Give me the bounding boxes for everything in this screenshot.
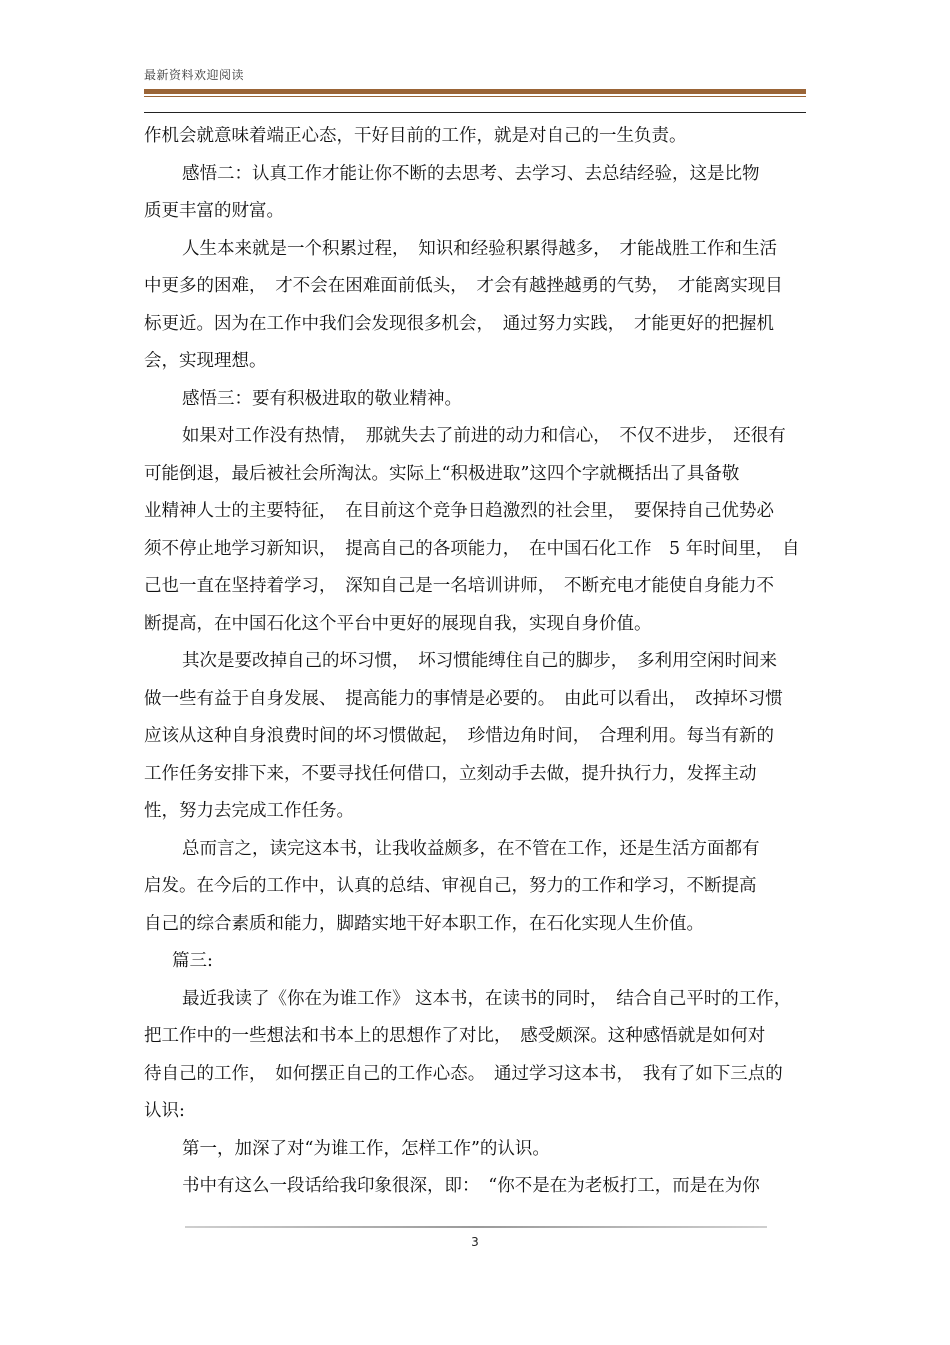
text-line: 待自己的工作， 如何摆正自己的工作心态。 通过学习这本书， 我有了如下三点的 xyxy=(144,1063,783,1084)
text-line: 会，实现理想。 xyxy=(144,351,267,371)
text-line: 第一，加深了对“为谁工作，怎样工作”的认识。 xyxy=(182,1138,550,1159)
text-line: 其次是要改掉自己的坏习惯， 坏习惯能缚住自己的脚步， 多利用空闲时间来 xyxy=(182,651,777,671)
header-rule-thick xyxy=(144,89,806,94)
text-line: 启发。在今后的工作中，认真的总结、审视自己，努力的工作和学习，不断提高 xyxy=(144,876,757,896)
text-line: 性，努力去完成工作任务。 xyxy=(144,801,354,821)
text-line: 最近我读了《你在为谁工作》 这本书，在读书的同时， 结合自己平时的工作， xyxy=(182,988,792,1009)
text-line: 业精神人士的主要特征， 在目前这个竞争日趋激烈的社会里， 要保持自己优势必 xyxy=(144,501,774,521)
text-line: 总而言之，读完这本书，让我收益颇多，在不管在工作，还是生活方面都有 xyxy=(182,838,760,859)
page-header-text: 最新资料欢迎阅读 xyxy=(144,68,245,82)
section-heading: 篇三: xyxy=(172,951,213,971)
text-line: 把工作中的一些想法和书本上的思想作了对比， 感受颇深。这种感悟就是如何对 xyxy=(144,1026,766,1046)
footer-rule xyxy=(185,1226,767,1228)
text-line: 如果对工作没有热情， 那就失去了前进的动力和信心， 不仅不进步， 还很有 xyxy=(182,426,786,446)
text-line: 质更丰富的财富。 xyxy=(144,201,284,221)
text-line: 己也一直在坚持着学习， 深知自己是一名培训讲师， 不断充电才能使自身能力不 xyxy=(144,576,774,596)
text-line: 认识: xyxy=(144,1101,185,1121)
text-line: 可能倒退，最后被社会所淘汰。实际上“积极进取”这四个字就概括出了具备敬 xyxy=(144,463,740,484)
text-line: 中更多的困难， 才不会在困难面前低头， 才会有越挫越勇的气势， 才能离实现目 xyxy=(144,276,783,296)
page-number: 3 xyxy=(471,1235,479,1249)
text-line: 做一些有益于自身发展、 提高能力的事情是必要的。 由此可以看出， 改掉坏习惯 xyxy=(144,688,783,709)
text-line: 断提高，在中国石化这个平台中更好的展现自我，实现自身价值。 xyxy=(144,613,652,634)
text-line: 自己的综合素质和能力，脚踏实地干好本职工作，在石化实现人生价值。 xyxy=(144,913,704,934)
text-line: 作机会就意味着端正心态，干好目前的工作，就是对自己的一生负责。 xyxy=(144,126,687,146)
text-line: 书中有这么一段话给我印象很深，即： “你不是在为老板打工，而是在为你 xyxy=(182,1176,760,1196)
content-top-rule xyxy=(144,112,806,113)
text-line: 感悟三：要有积极进取的敬业精神。 xyxy=(182,388,462,409)
text-line: 应该从这种自身浪费时间的坏习惯做起， 珍惜边角时间， 合理利用。每当有新的 xyxy=(144,726,774,746)
text-line: 人生本来就是一个积累过程， 知识和经验积累得越多， 才能战胜工作和生活 xyxy=(182,238,777,259)
text-line: 感悟二：认真工作才能让你不断的去思考、去学习、去总结经验，这是比物 xyxy=(182,163,760,184)
text-line: 标更近。因为在工作中我们会发现很多机会， 通过努力实践， 才能更好的把握机 xyxy=(144,313,774,334)
text-line: 须不停止地学习新知识， 提高自己的各项能力， 在中国石化工作 5 年时间里， 自 xyxy=(144,538,800,559)
header-rule-thin xyxy=(144,96,806,97)
text-line: 工作任务安排下来，不要寻找任何借口，立刻动手去做，提升执行力，发挥主动 xyxy=(144,763,757,784)
document-body xyxy=(144,118,806,1206)
